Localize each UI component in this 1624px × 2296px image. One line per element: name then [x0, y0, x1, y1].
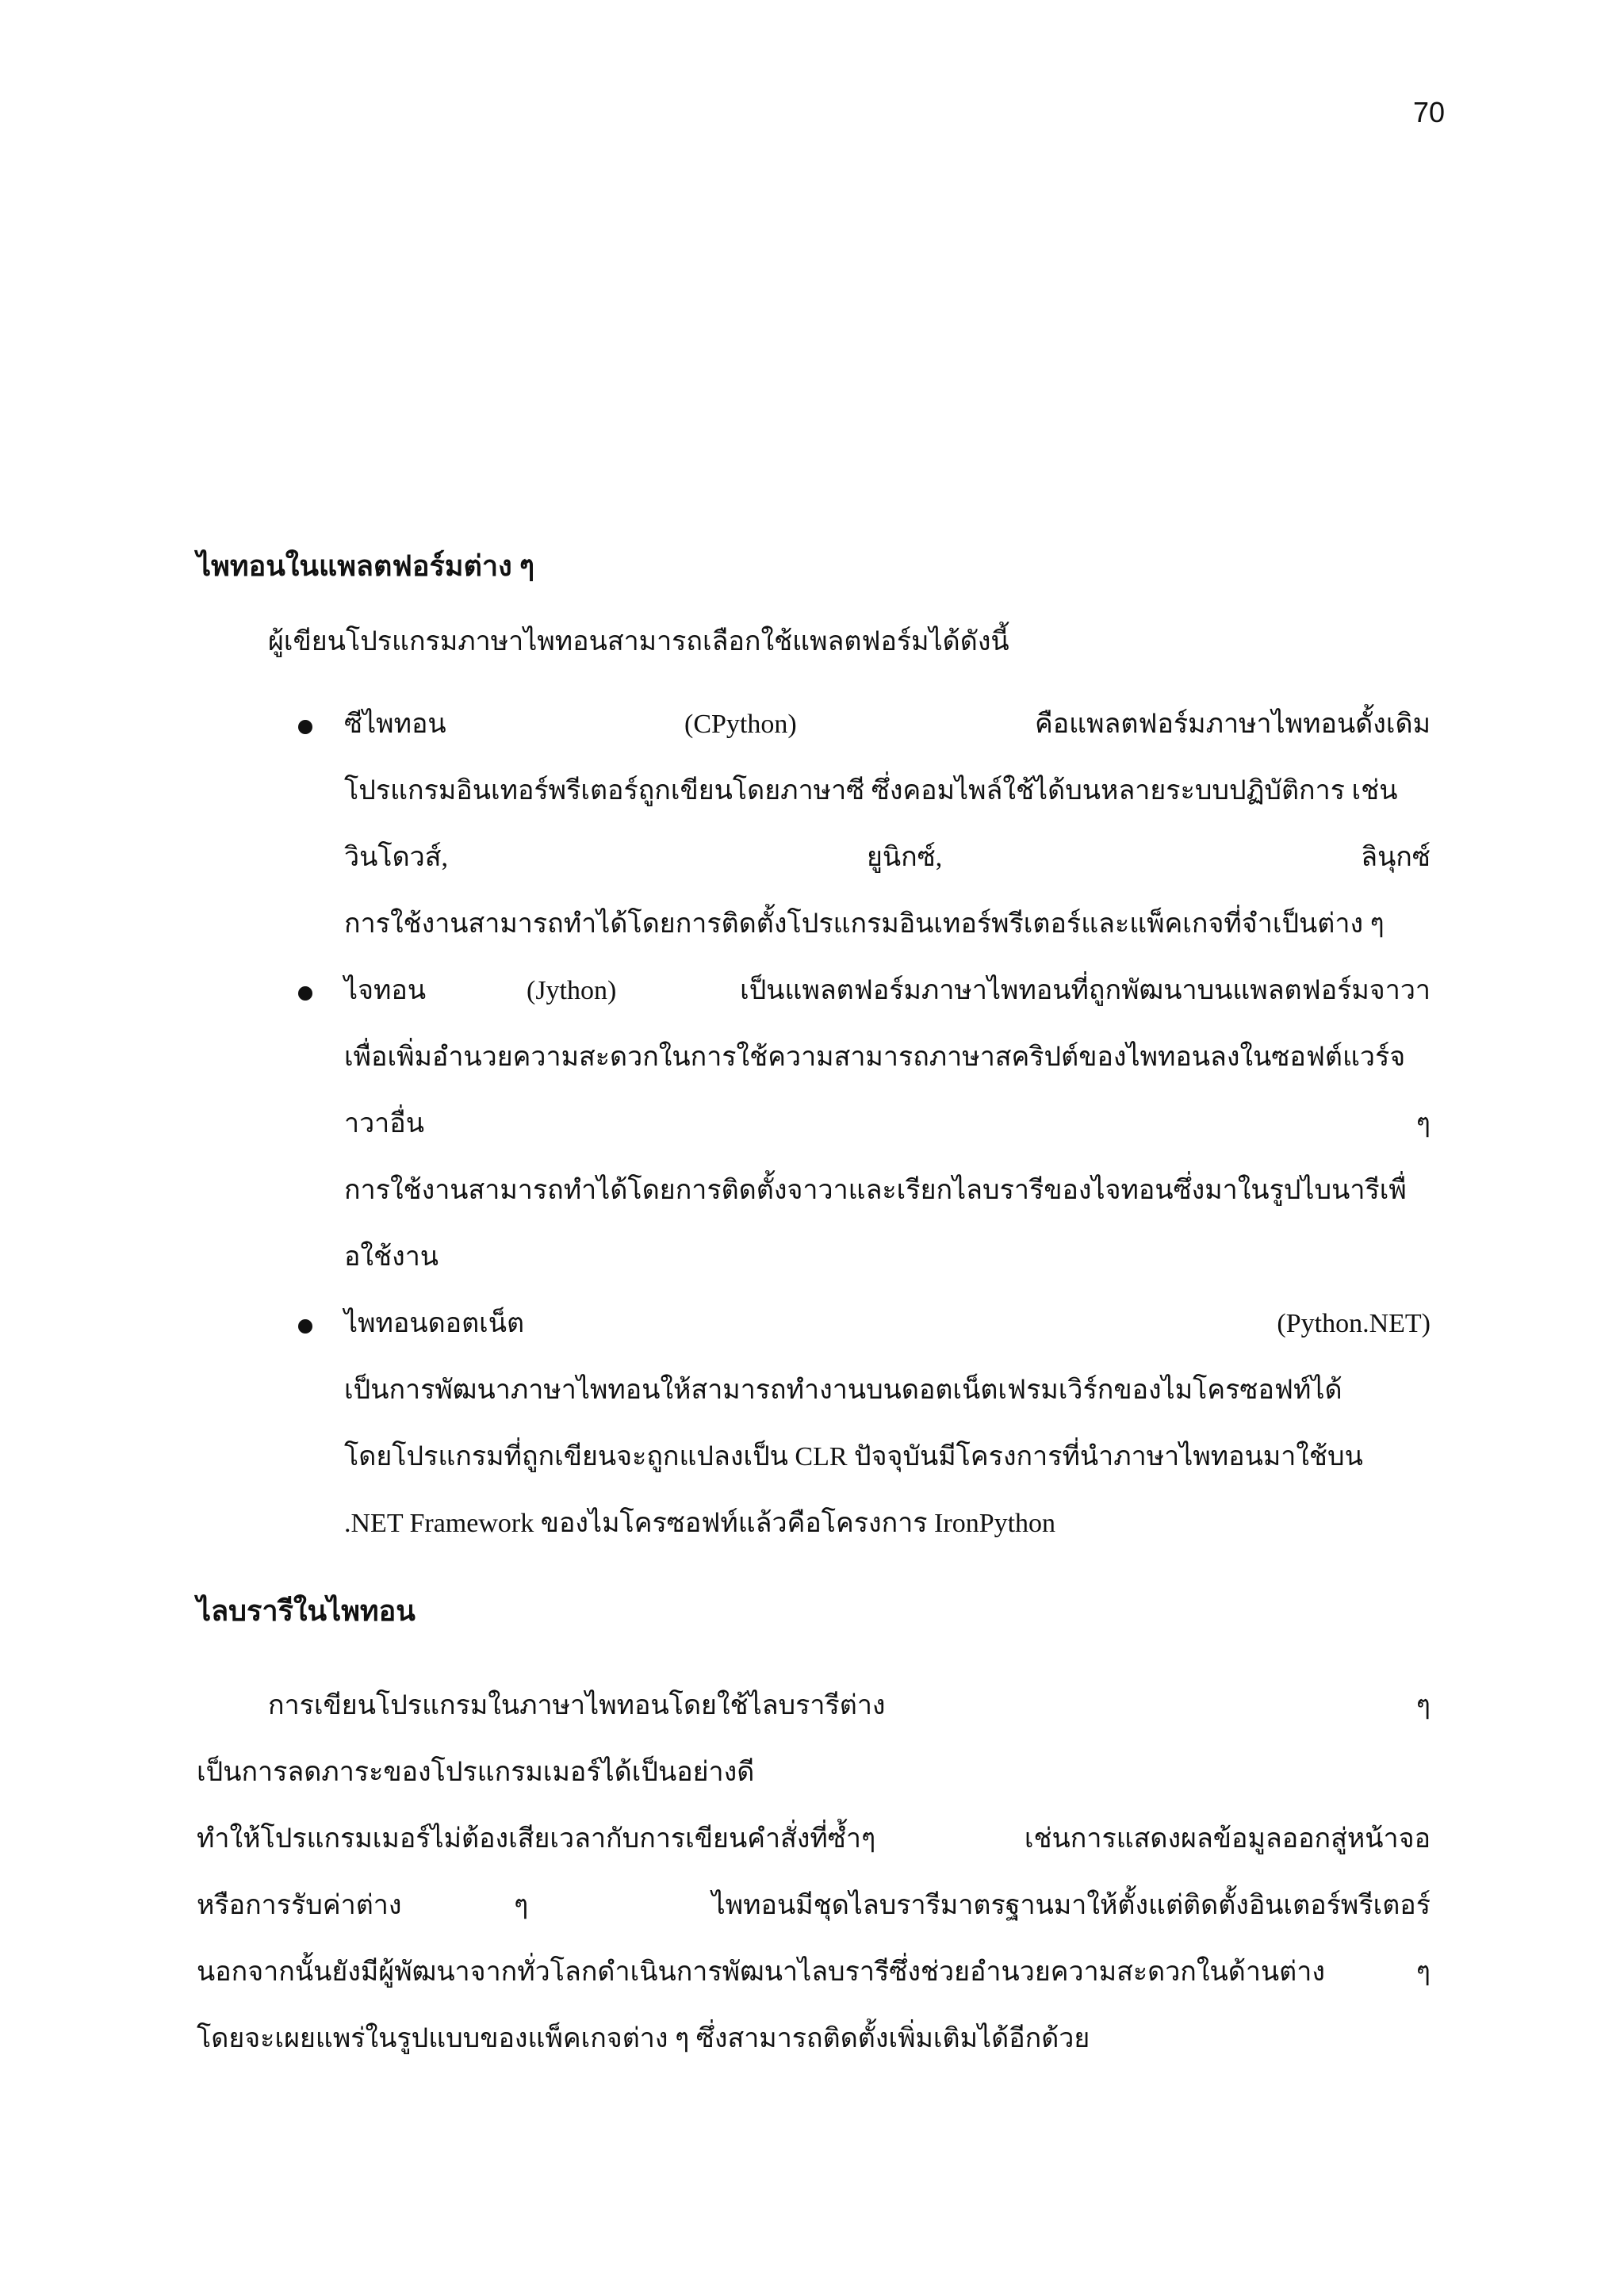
line-text: หรือการรับค่าต่าง: [197, 1891, 402, 1920]
term-description: เป็นแพลตฟอร์มภาษาไพทอนที่ถูกพัฒนาบนแพลตฟอร์มจาวา: [740, 976, 1431, 1005]
page-content: [197, 544, 1431, 2084]
bullet-line: เป็นการพัฒนาภาษาไพทอนให้สามารถทำงานบนดอตเน็ตเฟรมเวิร์กของไมโครซอฟท์ได้: [344, 1376, 1342, 1405]
os-name: ลินุกซ์: [1361, 843, 1431, 872]
term-label: ไจทอน: [344, 976, 427, 1005]
paragraph-line: [197, 2017, 1431, 2061]
line-text: ไพทอนมีชุดไลบรารีมาตรฐานมาให้ตั้งแต่ติดตั้งอินเตอร์พรีเตอร์: [711, 1891, 1431, 1920]
platform-list: [197, 702, 1431, 1546]
section-heading-libraries: ไลบรารีในไพทอน: [197, 1595, 416, 1627]
bullet-icon: [298, 720, 312, 734]
repeat-mark: ๆ: [1415, 1957, 1431, 1987]
bullet-line: โปรแกรมอินเทอร์พรีเตอร์ถูกเขียนโดยภาษาซี ซึ่งคอมไพล์ใช้ได้บนหลายระบบปฏิบัติการ เช่น: [344, 776, 1398, 806]
line-text: นอกจากนั้นยังมีผู้พัฒนาจากทั่วโลกดำเนินการพัฒนาไลบรารีซึ่งช่วยอำนวยความสะดวกในด้านต่าง: [197, 1957, 1325, 1987]
bullet-icon: [298, 1319, 312, 1334]
os-name: ยูนิกซ์,: [866, 843, 943, 872]
bullet-line: .NET Framework ของไมโครซอฟท์แล้วคือโครงการ IronPython: [344, 1509, 1056, 1538]
line-text: ทำให้โปรแกรมเมอร์ไม่ต้องเสียเวลากับการเขียนคำสั่งที่ซ้ำๆ: [197, 1824, 876, 1854]
bullet-line: [344, 969, 1431, 1013]
bullet-line: การใช้งานสามารถทำได้โดยการติดตั้งจาวาและเรียกไลบรารีของไจทอนซึ่งมาในรูปไบนารีเพื่: [344, 1176, 1407, 1205]
bullet-icon: [298, 986, 312, 1001]
term-description: คือแพลตฟอร์มภาษาไพทอนดั้งเดิม: [1035, 710, 1431, 739]
line-text: าวาอื่น: [344, 1109, 424, 1138]
term-english: (Python.NET): [1277, 1309, 1431, 1338]
bullet-line: โดยโปรแกรมที่ถูกเขียนจะถูกแปลงเป็น CLR ปัจจุบันมีโครงการที่นำภาษาไพทอนมาใช้บน: [344, 1442, 1363, 1471]
line-text: เป็นการลดภาระของโปรแกรมเมอร์ได้เป็นอย่างดี: [197, 1758, 755, 1787]
line-text: การเขียนโปรแกรมในภาษาไพทอนโดยใช้ไลบรารีต่าง: [268, 1691, 886, 1720]
os-name: วินโดวส์,: [344, 843, 449, 872]
repeat-mark: ๆ: [1415, 1109, 1431, 1138]
list-item-jython: [197, 969, 1431, 1280]
repeat-mark: ๆ: [1415, 1691, 1431, 1720]
line-text: เช่นการแสดงผลข้อมูลออกสู่หน้าจอ: [1024, 1824, 1431, 1854]
term-label: ซีไพทอน: [344, 710, 446, 739]
paragraph-line: [197, 1884, 1431, 1928]
libraries-paragraph: [197, 1684, 1431, 2061]
bullet-line: เพื่อเพิ่มอำนวยความสะดวกในการใช้ความสามารถภาษาสคริปต์ของไพทอนลงในซอฟต์แวร์จ: [344, 1043, 1406, 1072]
list-item-cpython: [197, 702, 1431, 947]
paragraph-line: [197, 1817, 1431, 1862]
page-number: 70: [1412, 96, 1445, 128]
term-english: (Jython): [527, 976, 617, 1005]
list-item-python-net: [197, 1302, 1431, 1546]
line-text: โดยจะเผยแพร่ในรูปแบบของแพ็คเกจต่าง ๆ ซึ่งสามารถติดตั้งเพิ่มเติมได้อีกด้วย: [197, 2024, 1090, 2053]
bullet-line: การใช้งานสามารถทำได้โดยการติดตั้งโปรแกรมอินเทอร์พรีเตอร์และแพ็คเกจที่จำเป็นต่าง ๆ: [344, 909, 1385, 939]
bullet-line: [344, 702, 1431, 747]
bullet-line: [344, 1302, 1431, 1346]
paragraph-line: [197, 1684, 1431, 1728]
term-label: ไพทอนดอตเน็ต: [344, 1309, 525, 1338]
repeat-mark: ๆ: [514, 1891, 529, 1920]
term-english: (CPython): [684, 710, 797, 739]
paragraph-line: [197, 1950, 1431, 1995]
intro-paragraph: ผู้เขียนโปรแกรมภาษาไพทอนสามารถเลือกใช้แพลตฟอร์มได้ดังนี้: [268, 627, 1009, 656]
paragraph-line: [197, 1751, 1431, 1795]
bullet-line: [344, 1102, 1431, 1146]
bullet-line: [344, 836, 1431, 880]
bullet-line: อใช้งาน: [344, 1242, 439, 1272]
section-heading-platforms: ไพทอนในแพลตฟอร์มต่าง ๆ: [197, 550, 535, 582]
